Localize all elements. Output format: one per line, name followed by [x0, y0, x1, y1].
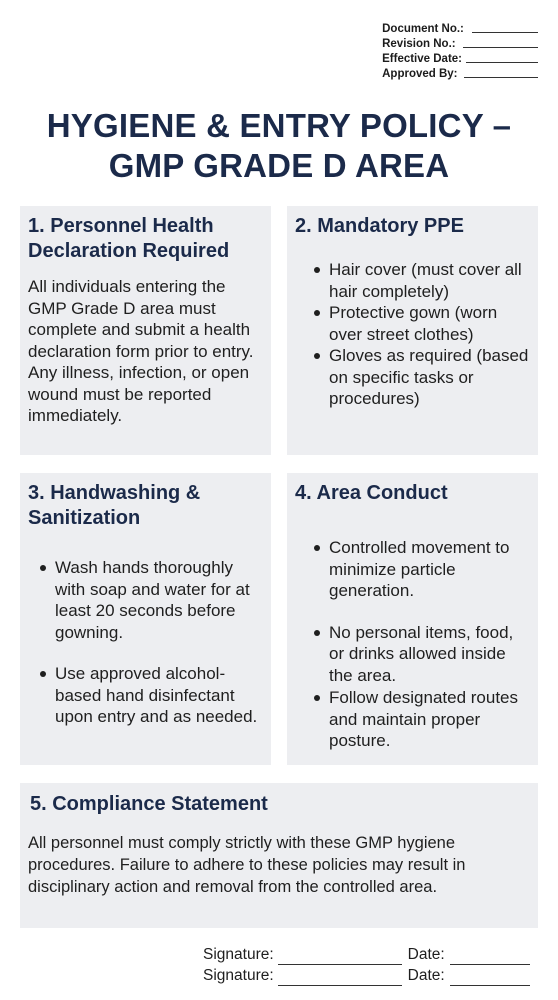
signature-row-2	[203, 966, 530, 986]
section-2-heading: 2. Mandatory PPE	[295, 215, 464, 237]
conduct-list	[295, 537, 530, 752]
ppe-list	[295, 259, 530, 410]
signature-label: Signature:	[203, 967, 274, 984]
list-item: No personal items, food, or drinks allowed inside the area.	[312, 622, 530, 687]
compliance-text: All personnel must comply strictly with these GMP hygiene procedures. Failure to adhere to these policies may result in disciplinary action and removal from the controlled area.	[28, 834, 466, 896]
signature-label: Signature:	[203, 946, 274, 963]
section-4-heading: 4. Area Conduct	[295, 482, 448, 504]
handwashing-list	[28, 557, 263, 728]
approved-by-field[interactable]	[464, 67, 538, 78]
effective-date-row	[382, 52, 538, 67]
list-item: Gloves as required (based on specific tasks or procedures)	[312, 345, 530, 410]
list-item: Follow designated routes and maintain proper posture.	[312, 687, 530, 752]
section-handwashing	[20, 473, 271, 765]
section-5-heading: 5. Compliance Statement	[30, 793, 268, 815]
date-field-1[interactable]	[450, 950, 530, 965]
section-health-declaration	[20, 206, 271, 455]
approved-by-label: Approved By:	[382, 68, 458, 80]
section-mandatory-ppe	[287, 206, 538, 455]
signature-field-2[interactable]	[278, 971, 402, 986]
revision-no-field[interactable]	[463, 37, 538, 48]
section-1-paragraph-2: Any illness, infection, or open wound must be reported immediately.	[28, 363, 250, 425]
list-item: Protective gown (worn over street clothes)	[312, 302, 530, 345]
signature-row-1	[203, 945, 530, 965]
section-1-heading: 1. Personnel Health Declaration Required	[28, 215, 230, 262]
effective-date-field[interactable]	[466, 52, 538, 63]
list-item: Wash hands thoroughly with soap and water for at least 20 seconds before gowning.	[38, 557, 263, 643]
list-item: Hair cover (must cover all hair completely)	[312, 259, 530, 302]
document-no-field[interactable]	[472, 22, 538, 33]
section-3-heading: 3. Handwashing & Sanitization	[28, 482, 201, 529]
title-line-1: HYGIENE & ENTRY POLICY –	[46, 107, 512, 144]
effective-date-label: Effective Date:	[382, 53, 462, 65]
title-line-2: GMP GRADE D AREA	[108, 147, 450, 184]
date-label: Date:	[407, 967, 445, 984]
revision-no-row	[382, 37, 538, 52]
signature-field-1[interactable]	[278, 950, 402, 965]
approved-by-row	[382, 67, 538, 82]
section-compliance-statement	[20, 783, 538, 928]
document-no-row	[382, 22, 538, 37]
revision-no-label: Revision No.:	[382, 38, 456, 50]
document-control-block	[382, 22, 538, 82]
section-1-paragraph-1: All individuals entering the GMP Grade D area must complete and submit a health declaration form prior to entry.	[28, 277, 254, 361]
document-no-label: Document No.:	[382, 23, 464, 35]
list-item: Controlled movement to minimize particle generation.	[312, 537, 530, 602]
list-item: Use approved alcohol-based hand disinfectant upon entry and as needed.	[38, 663, 263, 728]
date-label: Date:	[407, 946, 445, 963]
date-field-2[interactable]	[450, 971, 530, 986]
page-title	[0, 106, 558, 186]
section-area-conduct	[287, 473, 538, 765]
